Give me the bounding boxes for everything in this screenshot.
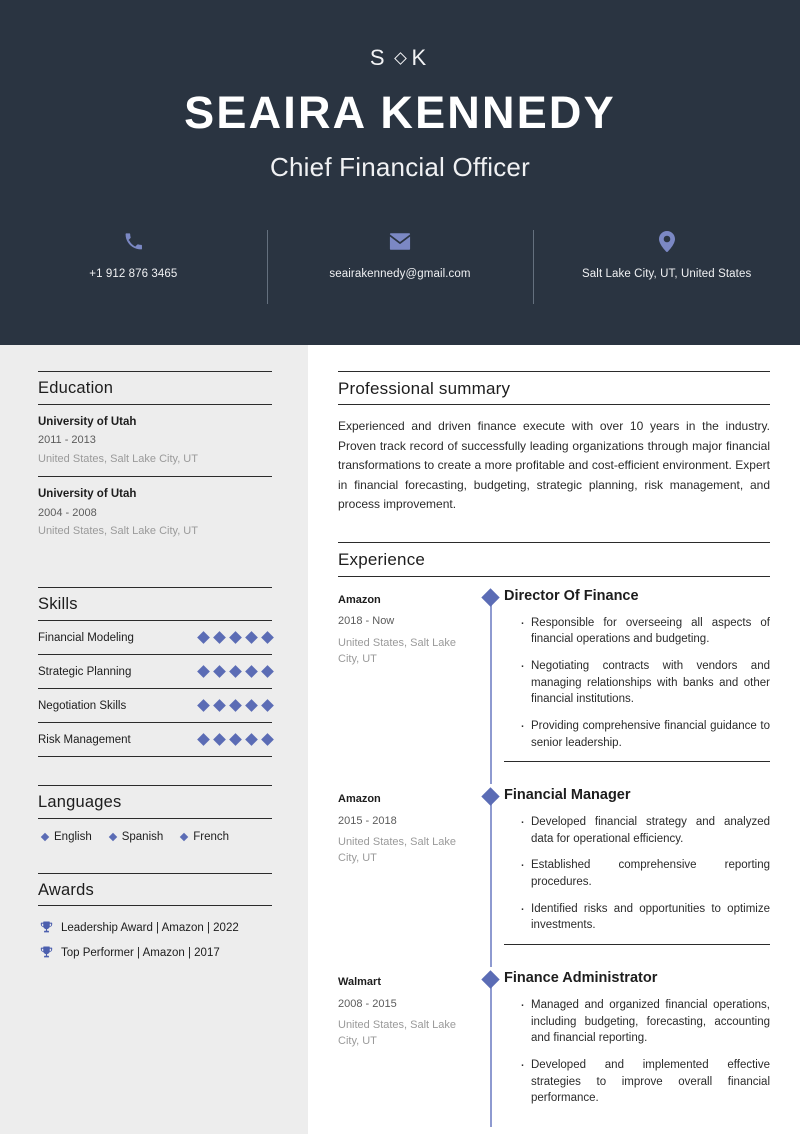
skills-list xyxy=(38,621,272,757)
skill-diamond-icon xyxy=(213,631,226,644)
skill-rating xyxy=(199,701,272,710)
experience-bullet: · Managed and organized financial operations, including budgeting, forecasting, accounting and financial reporting. xyxy=(520,997,770,1047)
experience-role: Director Of Finance xyxy=(504,587,639,604)
education-location: United States, Salt Lake City, UT xyxy=(38,525,198,538)
monogram-initial-first: S xyxy=(369,45,389,70)
spacer xyxy=(338,518,770,542)
timeline-diamond-icon xyxy=(481,588,499,606)
resume-header xyxy=(0,0,800,345)
experience-company: Walmart xyxy=(338,976,381,989)
contact-bar xyxy=(0,228,800,283)
skill-row xyxy=(38,621,272,655)
experience-bullets xyxy=(504,997,770,1107)
experience-meta xyxy=(338,786,478,967)
skill-name: Risk Management xyxy=(38,733,131,746)
section-header-summary xyxy=(338,371,770,405)
skill-diamond-icon xyxy=(261,733,274,746)
contact-phone-value: +1 912 876 3465 xyxy=(89,268,178,280)
skill-diamond-icon xyxy=(229,665,242,678)
education-location: United States, Salt Lake City, UT xyxy=(38,452,198,465)
spacer xyxy=(38,553,272,587)
language-item xyxy=(110,831,164,843)
skill-diamond-icon xyxy=(261,699,274,712)
education-item xyxy=(38,476,272,549)
experience-role: Finance Administrator xyxy=(504,970,658,987)
skill-rating xyxy=(199,735,272,744)
experience-location: United States, Salt Lake City, UT xyxy=(338,1019,457,1048)
experience-dates: 2015 - 2018 xyxy=(338,814,397,827)
language-label: French xyxy=(193,830,230,843)
diamond-bullet-icon xyxy=(108,832,116,840)
section-title-experience: Experience xyxy=(338,550,426,570)
experience-bullet: · Responsible for overseeing all aspects of financial operations and budgeting. xyxy=(520,615,770,648)
education-item xyxy=(38,405,272,477)
skill-diamond-icon xyxy=(213,699,226,712)
skill-diamond-icon xyxy=(245,631,258,644)
section-experience xyxy=(338,542,770,1129)
education-dates: 2004 - 2008 xyxy=(38,506,97,519)
section-header-education xyxy=(38,371,272,405)
section-header-experience xyxy=(338,542,770,576)
languages-list xyxy=(38,819,272,853)
experience-bullet: · Developed and implemented effective strategies to improve overall financial performance. xyxy=(520,1057,770,1107)
skill-diamond-icon xyxy=(197,699,210,712)
experience-detail xyxy=(504,969,770,1127)
monogram-initial-last: K xyxy=(411,45,431,70)
timeline-diamond-icon xyxy=(481,970,499,988)
resume-body xyxy=(0,345,800,1134)
skill-diamond-icon xyxy=(197,733,210,746)
trophy-icon xyxy=(40,921,53,934)
skill-name: Negotiation Skills xyxy=(38,699,127,712)
section-title-education: Education xyxy=(38,379,114,397)
candidate-job-title: Chief Financial Officer xyxy=(270,152,530,183)
timeline-line xyxy=(490,977,492,1127)
experience-detail xyxy=(504,587,770,785)
experience-company: Amazon xyxy=(338,593,381,606)
summary-text: Experienced and driven finance execute with over 10 years in the industry. Proven track record of successfully leading organizations through major financial transformations to create a more profitable and cost-efficient environment. Expert in financial forecasting, budgeting, strategic planning, risk management, and process improvement. xyxy=(338,419,770,511)
award-text: Top Performer | Amazon | 2017 xyxy=(61,946,220,959)
experience-divider xyxy=(504,944,770,945)
award-text: Leadership Award | Amazon | 2022 xyxy=(61,921,239,934)
experience-location: United States, Salt Lake City, UT xyxy=(338,636,457,665)
candidate-name: SEAIRA KENNEDY xyxy=(184,87,616,138)
experience-bullet: · Providing comprehensive financial guidance to senior leadership. xyxy=(520,718,770,751)
skill-rating xyxy=(199,633,272,642)
spacer xyxy=(38,857,272,873)
award-item xyxy=(38,939,272,964)
skill-diamond-icon xyxy=(229,699,242,712)
diamond-outline-icon xyxy=(394,52,407,65)
skill-diamond-icon xyxy=(245,733,258,746)
skill-row xyxy=(38,689,272,723)
section-professional-summary xyxy=(338,371,770,514)
contact-location[interactable] xyxy=(533,228,800,283)
experience-bullet: · Identified risks and opportunities to optimize investments. xyxy=(520,901,770,934)
experience-bullet: · Negotiating contracts with vendors and managing relationships with banks and other financial institutions. xyxy=(520,658,770,708)
section-header-languages xyxy=(38,785,272,819)
experience-bullet: · Established comprehensive reporting procedures. xyxy=(520,857,770,890)
education-school: University of Utah xyxy=(38,415,137,428)
timeline-track xyxy=(478,587,504,785)
section-header-awards xyxy=(38,873,272,907)
contact-email-value: seairakennedy@gmail.com xyxy=(329,268,471,280)
skill-diamond-icon xyxy=(245,699,258,712)
section-skills xyxy=(38,587,272,757)
skill-row xyxy=(38,655,272,689)
skill-rating xyxy=(199,667,272,676)
contact-email[interactable] xyxy=(267,228,534,283)
experience-dates: 2008 - 2015 xyxy=(338,997,397,1010)
timeline-diamond-icon xyxy=(481,788,499,806)
timeline-line xyxy=(490,595,492,785)
education-dates: 2011 - 2013 xyxy=(38,433,96,446)
trophy-icon xyxy=(40,946,53,959)
award-item xyxy=(38,914,272,939)
diamond-bullet-icon xyxy=(180,832,188,840)
skill-name: Financial Modeling xyxy=(38,631,134,644)
main-column xyxy=(308,345,800,1134)
experience-meta xyxy=(338,587,478,785)
experience-divider xyxy=(504,761,770,762)
timeline-line xyxy=(490,794,492,967)
experience-item xyxy=(338,969,770,1129)
experience-bullet: · Developed financial strategy and analyzed data for operational efficiency. xyxy=(520,814,770,847)
experience-detail xyxy=(504,786,770,967)
diamond-bullet-icon xyxy=(41,832,49,840)
spacer xyxy=(38,761,272,785)
experience-bullets xyxy=(504,615,770,752)
timeline-track xyxy=(478,786,504,967)
experience-meta xyxy=(338,969,478,1127)
experience-dates: 2018 - Now xyxy=(338,615,395,628)
language-label: Spanish xyxy=(121,830,164,843)
experience-location: United States, Salt Lake City, UT xyxy=(338,836,457,865)
monogram-logo xyxy=(0,44,800,72)
contact-phone[interactable] xyxy=(0,228,267,283)
section-education xyxy=(38,371,272,549)
skill-diamond-icon xyxy=(229,733,242,746)
timeline-track xyxy=(478,969,504,1127)
language-item xyxy=(181,831,229,843)
section-title-summary: Professional summary xyxy=(338,379,511,398)
phone-icon xyxy=(16,228,251,254)
location-pin-icon xyxy=(549,228,784,254)
section-languages xyxy=(38,785,272,853)
education-school: University of Utah xyxy=(38,488,137,501)
skill-diamond-icon xyxy=(245,665,258,678)
experience-list xyxy=(338,587,770,1129)
section-title-skills: Skills xyxy=(38,594,78,613)
section-awards xyxy=(38,873,272,965)
language-label: English xyxy=(54,830,92,843)
skill-row xyxy=(38,723,272,757)
experience-bullets xyxy=(504,814,770,934)
contact-location-value: Salt Lake City, UT, United States xyxy=(582,268,752,280)
skill-diamond-icon xyxy=(229,631,242,644)
envelope-icon xyxy=(283,228,518,254)
skill-name: Strategic Planning xyxy=(38,665,132,678)
skill-diamond-icon xyxy=(213,665,226,678)
sidebar-column xyxy=(0,345,308,1134)
experience-company: Amazon xyxy=(338,793,381,806)
section-header-skills xyxy=(38,587,272,621)
skill-diamond-icon xyxy=(197,665,210,678)
skill-diamond-icon xyxy=(197,631,210,644)
experience-item xyxy=(338,786,770,969)
experience-role: Financial Manager xyxy=(504,787,631,804)
section-title-awards: Awards xyxy=(38,880,94,899)
experience-item xyxy=(338,587,770,787)
language-item xyxy=(42,831,92,843)
skill-diamond-icon xyxy=(213,733,226,746)
skill-diamond-icon xyxy=(261,631,274,644)
section-title-languages: Languages xyxy=(38,792,122,811)
skill-diamond-icon xyxy=(261,665,274,678)
